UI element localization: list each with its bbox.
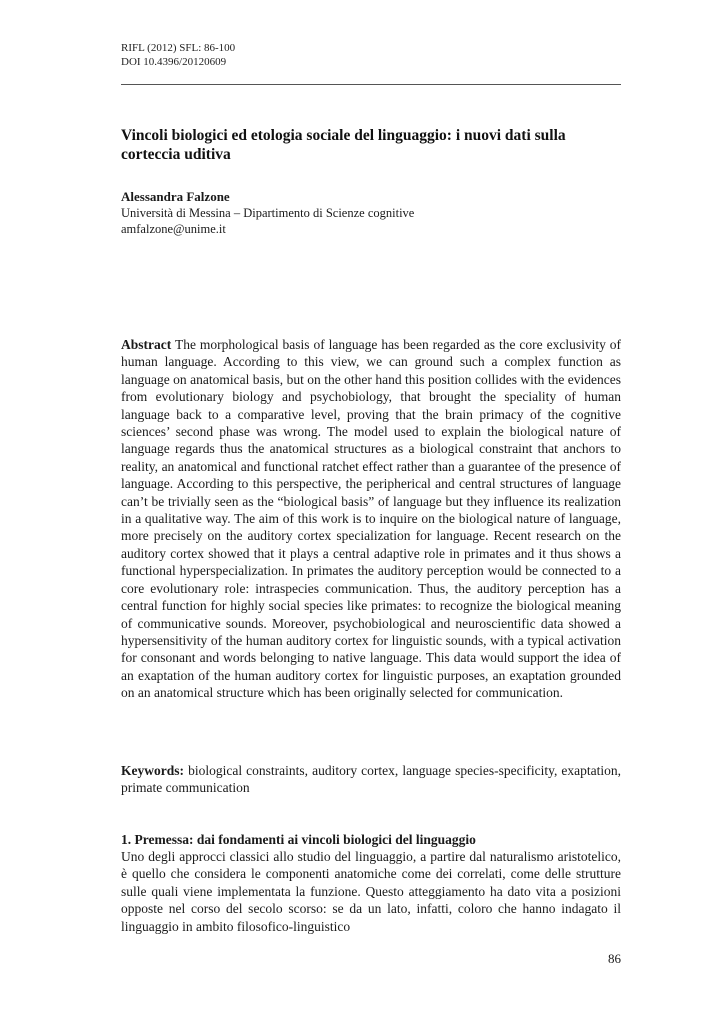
author-affiliation: Università di Messina – Dipartimento di Scienze cognitive xyxy=(121,206,415,220)
author-block xyxy=(121,189,414,237)
keywords-text: biological constraints, auditory cortex, language species-specificity, exaptation, primate communication xyxy=(121,763,622,796)
doi: DOI 10.4396/20120609 xyxy=(121,56,227,68)
header-divider xyxy=(121,84,621,85)
page-number: 86 xyxy=(608,951,621,966)
journal-header xyxy=(121,41,235,69)
keywords-label: Keywords: xyxy=(121,763,184,778)
section-1-title: 1. Premessa: dai fondamenti ai vincoli biologici del linguaggio xyxy=(121,832,476,847)
abstract-text: The morphological basis of language has been regarded as the core exclusivity of human language. According to this view, we can ground such a complex function as language on anatomical basis, but on the other hand this position collides with the evidences from evolutionary biology and psychobiology, that brought the speciality of human language back to a comparative level, proving that the brain primacy of the cognitive sciences’ second phase was wrong. The model used to explain the biological nature of language regards thus the anatomical structures as a biological constraint that anchors to reality, an anatomical and functional ratchet effect rather than a guarantee of the presence of language. According to this perspective, the peripherical and central structures of language can’t be trivially seen as the “biological basis” of language but they influence its realization in a qualitative way. The aim of this work is to inquire on the biological nature of language, more precisely on the auditory cortex specialization for language. Recent research on the auditory cortex showed that it plays a central adaptive role in primates and it thus shows a functional hyperspecialization. In primates the auditory perception would be connected to a core evolutionary role: intraspecies communication. Thus, the auditory perception has a central function for highly social species like primates: to recognize the biological meaning of communicative sounds. Moreover, psychobiological and neuroscientific data showed a hypersensitivity of the human auditory cortex for linguistic sounds, with a typical activation for consonant and words belonging to native language. This data would support the idea of an exaptation of the human auditory cortex for linguistic purposes, an exaptation grounded on an anatomical structure which has been originally selected for communication. xyxy=(121,337,622,701)
abstract xyxy=(121,336,621,702)
author-name: Alessandra Falzone xyxy=(121,189,230,204)
section-1-text: Uno degli approcci classici allo studio del linguaggio, a partire dal naturalismo aristotelico, è quello che considera le componenti anatomiche come dei correlati, come delle strutture sulle quali viene implementata la funzione. Questo atteggiamento ha dato vita a posizioni opposte nel corso del secolo scorso: se da un lato, infatti, coloro che hanno indagato il linguaggio in ambito filosofico-linguistico xyxy=(121,849,621,934)
abstract-label: Abstract xyxy=(121,337,172,352)
paper-title: Vincoli biologici ed etologia sociale del linguaggio: i nuovi dati sulla corteccia uditiva xyxy=(121,127,566,163)
author-email[interactable]: amfalzone@unime.it xyxy=(121,222,226,236)
journal-reference: RIFL (2012) SFL: 86-100 xyxy=(121,42,236,54)
keywords xyxy=(121,762,621,797)
section-1 xyxy=(121,831,621,935)
